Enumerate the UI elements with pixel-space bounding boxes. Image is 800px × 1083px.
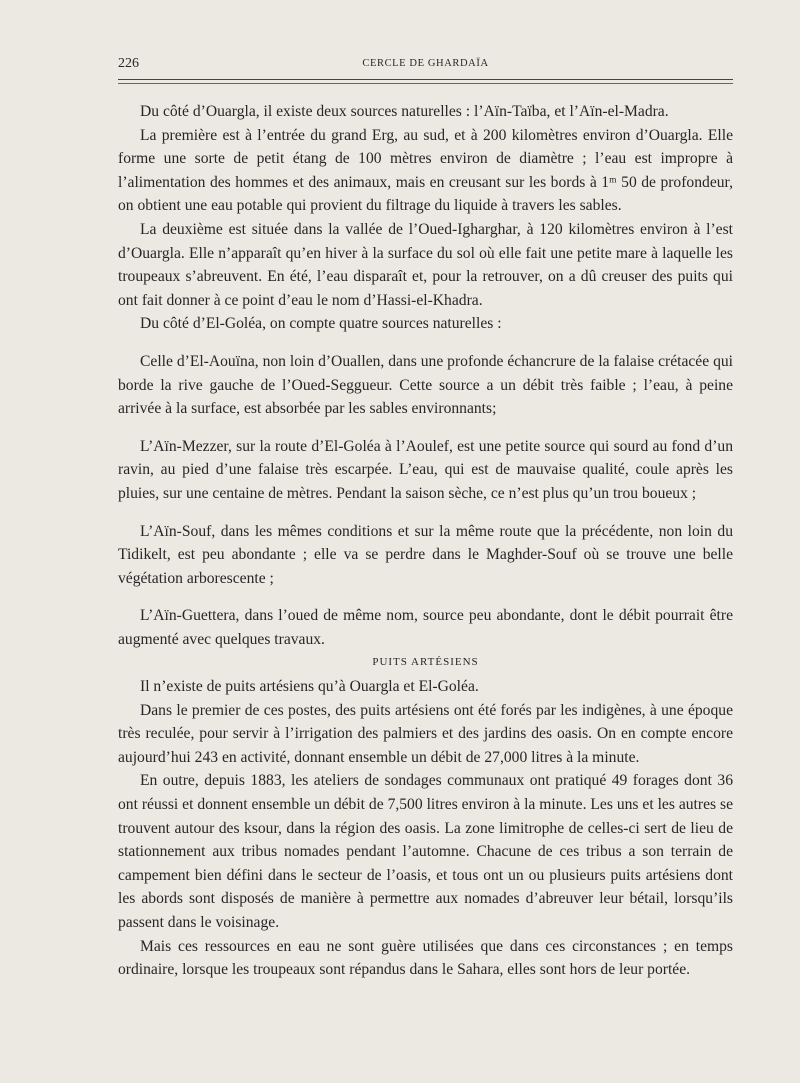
paragraph: Mais ces ressources en eau ne sont guère utilisées que dans ces circonstances ; en temps ordinaire, lorsque les troupeaux sont répandus dans le Sahara, elles sont hors de leur portée. [118, 937, 733, 979]
header-rule-thick [118, 79, 733, 80]
page-header [118, 56, 733, 76]
page-number: 226 [118, 56, 139, 71]
source-paragraph: Celle d’El-Aouïna, non loin d’Ouallen, dans une profonde échancrure de la falaise crétacée qui borde la rive gauche de l’Oued-Seggueur. Cette source a un débit très faible ; l’eau, à peine arrivée à la surface, est absorbée par les sables environnants; [118, 352, 733, 418]
paragraph: La première est à l’entrée du grand Erg, au sud, et à 200 kilomètres environ d’Ouargla. Elle forme une sorte de petit étang de 100 mètres environ de diamètre ; l’eau est impropre à l’alimentation des hommes et des animaux, mais en creusant sur les bords à 1ᵐ 50 de profondeur, on obtient une eau potable qui provient du filtrage du liquide à travers les sables. [118, 126, 733, 215]
source-paragraph: L’Aïn-Mezzer, sur la route d’El-Goléa à l’Aoulef, est une petite source qui sourd au fond d’un ravin, au pied d’une falaise très escarpée. L’eau, qui est de mauvaise qualité, coule après les pluies, sur une centaine de mètres. Pendant la saison sèche, ce n’est plus qu’un trou boueux ; [118, 437, 733, 502]
paragraph: En outre, depuis 1883, les ateliers de sondages communaux ont pratiqué 49 forages dont 36 ont réussi et donnent ensemble un débit de 7,500 litres environ à la minute. Les uns et les autres se trouvent autour des ksour, dans la région des oasis. La zone limitrophe de celles-ci sert de lieu de stationnement aux tribus nomades pendant l’automne. Chacune de ces tribus a son terrain de campement bien défini dans le secteur de l’oasis, et tous ont un ou plusieurs puits artésiens dont les abords sont disposés de manière à permettre aux nomades d’abreuver leur bétail, lorsqu’ils passent dans le voisinage. [118, 772, 733, 931]
section-title: PUITS ARTÉSIENS [372, 656, 479, 669]
paragraph: Du côté d’El-Goléa, on compte quatre sources naturelles : [140, 315, 502, 333]
source-paragraph: L’Aïn-Souf, dans les mêmes conditions et sur la même route que la précédente, non loin du Tidikelt, est peu abondante ; elle va se perdre dans le Maghder-Souf où se trouve une belle végétation arborescente ; [118, 522, 733, 587]
header-rule-thin [118, 83, 733, 84]
body-text [118, 100, 733, 982]
running-head: CERCLE DE GHARDAÏA [362, 58, 489, 69]
paragraph: Il n’existe de puits artésiens qu’à Ouargla et El-Goléa. [140, 678, 479, 696]
paragraph: Du côté d’Ouargla, il existe deux sources naturelles : l’Aïn-Taïba, et l’Aïn-el-Madra. [140, 103, 669, 120]
source-paragraph: L’Aïn-Guettera, dans l’oued de même nom, source peu abondante, dont le débit pourrait être augmenté avec quelques travaux. [118, 607, 733, 648]
paragraph: La deuxième est située dans la vallée de l’Oued-Igharghar, à 120 kilomètres environ à l’est d’Ouargla. Elle n’apparaît qu’en hiver à la surface du sol où elle fait une petite mare à laquelle les troupeaux s’abreuvent. En été, l’eau disparaît et, pour la retrouver, on a dû creuser des puits qui ont fait donner à ce point d’eau le nom d’Hassi-el-Khadra. [118, 220, 733, 309]
paragraph: Dans le premier de ces postes, des puits artésiens ont été forés par les indigènes, à une époque très reculée, pour servir à l’irrigation des palmiers et des jardins des oasis. On en compte encore aujourd’hui 243 en activité, donnant ensemble un débit de 27,000 litres à la minute. [118, 701, 733, 766]
